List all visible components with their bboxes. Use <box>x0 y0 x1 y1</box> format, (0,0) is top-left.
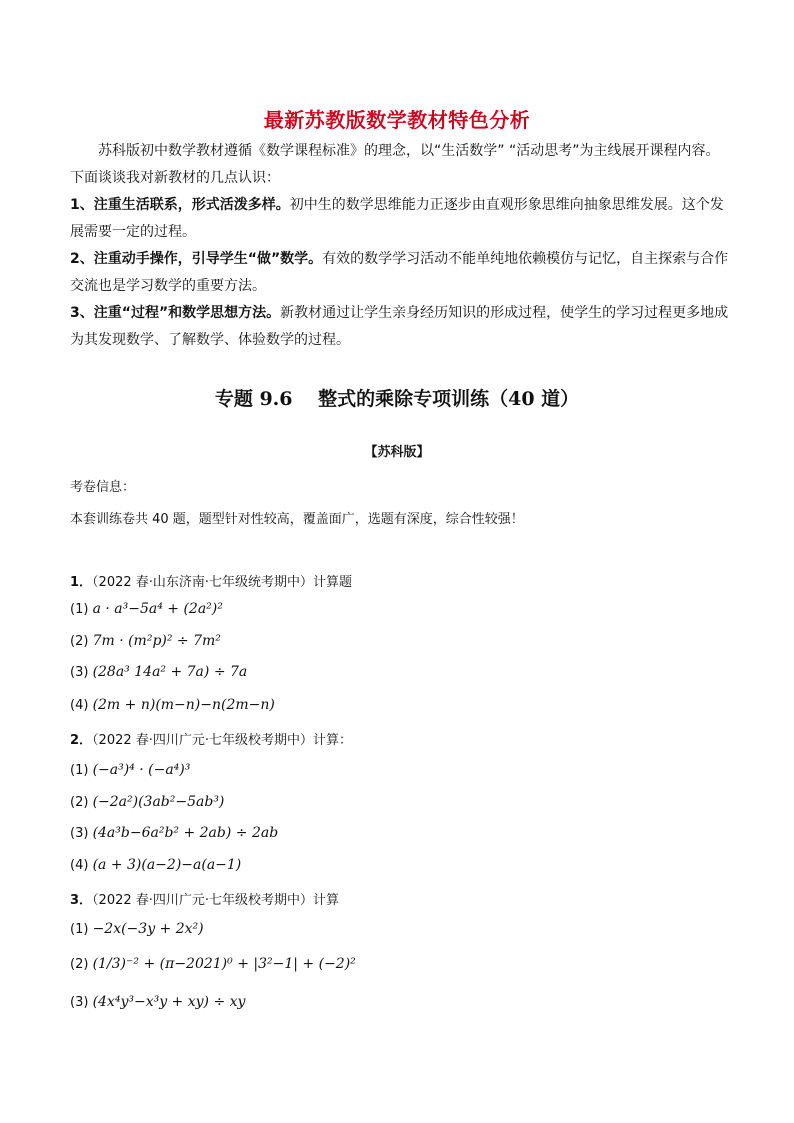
exam-info-text: 本套训练卷共 40 题，题型针对性较高，覆盖面广，选题有深度，综合性较强！ <box>70 512 524 527</box>
item-label: (3) <box>70 665 89 680</box>
question-number: 3． <box>70 893 93 908</box>
point-3-text: 新教材通过让学生亲身经历知识的形成过程，使学生的学习过程更多地成为其发现数学、了解数学、体验数学的过程。 <box>70 305 729 348</box>
question-1-item-3 <box>70 664 247 680</box>
item-label: (4) <box>70 858 89 873</box>
math-expression: (1/3)⁻² + (π−2021)⁰ + |3²−1| + (−2)² <box>92 956 356 972</box>
question-number: 1． <box>70 575 93 590</box>
math-expression: a · a³−5a⁴ + (2a²)² <box>92 601 223 617</box>
math-expression: (−a³)⁴ · (−a⁴)³ <box>92 762 191 778</box>
point-2-text: 有效的数学学习活动不能单纯地依赖模仿与记忆，自主探索与合作交流也是学习数学的重要方法。 <box>70 251 729 294</box>
topic-title: 专题 9.6 整式的乘除专项训练（40 道） <box>214 388 580 410</box>
math-expression: (4a³b−6a²b² + 2ab) ÷ 2ab <box>92 825 279 841</box>
item-label: (1) <box>70 763 89 778</box>
question-2-item-1 <box>70 762 190 778</box>
question-number: 2． <box>70 733 93 748</box>
item-label: (2) <box>70 634 89 649</box>
math-expression: (4x⁴y³−x³y + xy) ÷ xy <box>92 994 246 1010</box>
math-expression: (28a³ 14a² + 7a) ÷ 7a <box>92 664 248 680</box>
question-2-item-4 <box>70 857 241 873</box>
question-1-item-4 <box>70 697 275 713</box>
item-label: (4) <box>70 698 89 713</box>
item-label: (2) <box>70 795 89 810</box>
question-2-item-3 <box>70 825 278 841</box>
point-2 <box>70 246 730 300</box>
red-title: 最新苏教版数学教材特色分析 <box>263 108 531 132</box>
question-1-item-2 <box>70 633 221 649</box>
point-1-text: 初中生的数学思维能力正逐步由直观形象思维向抽象思维发展。这个发展需要一定的过程。 <box>70 197 724 240</box>
item-label: (1) <box>70 602 89 617</box>
question-2-header <box>70 729 352 748</box>
point-2-heading: 2、注重动手操作，引导学生“做”数学。 <box>70 251 323 267</box>
question-3-item-3 <box>70 994 245 1010</box>
math-expression: (a + 3)(a−2)−a(a−1) <box>92 857 242 873</box>
item-label: (1) <box>70 922 89 937</box>
point-3-heading: 3、注重“过程”和数学思想方法。 <box>70 305 281 321</box>
intro-section <box>70 138 730 354</box>
edition-label: 【苏科版】 <box>364 445 430 460</box>
item-label: (2) <box>70 957 89 972</box>
question-2-item-2 <box>70 794 224 810</box>
intro-paragraph: 苏科版初中数学教材遵循《数学课程标准》的理念，以“生活数学” “活动思考”为主线展开课程内容。下面谈谈我对新教材的几点认识： <box>70 143 720 186</box>
item-label: (3) <box>70 995 89 1010</box>
point-1-heading: 1、注重生活联系，形式活泼多样。 <box>70 197 290 213</box>
question-1-header <box>70 571 352 590</box>
point-1 <box>70 192 730 246</box>
question-source: （2022 春·四川广元·七年级校考期中）计算 <box>92 893 340 908</box>
exam-info-label: 考卷信息： <box>70 480 136 495</box>
question-3-item-2 <box>70 956 356 972</box>
question-3-item-1 <box>70 921 204 937</box>
math-expression: (−2a²)(3ab²−5ab³) <box>92 794 225 810</box>
question-3-header <box>70 889 339 908</box>
question-source: （2022 春·四川广元·七年级校考期中）计算： <box>92 733 353 748</box>
question-1-item-1 <box>70 601 223 617</box>
math-expression: −2x(−3y + 2x²) <box>92 921 204 937</box>
math-expression: 7m · (m²p)² ÷ 7m² <box>92 633 221 649</box>
point-3 <box>70 300 730 354</box>
math-expression: (2m + n)(m−n)−n(2m−n) <box>92 697 275 713</box>
item-label: (3) <box>70 826 89 841</box>
question-source: （2022 春·山东济南·七年级统考期中）计算题 <box>92 575 353 590</box>
